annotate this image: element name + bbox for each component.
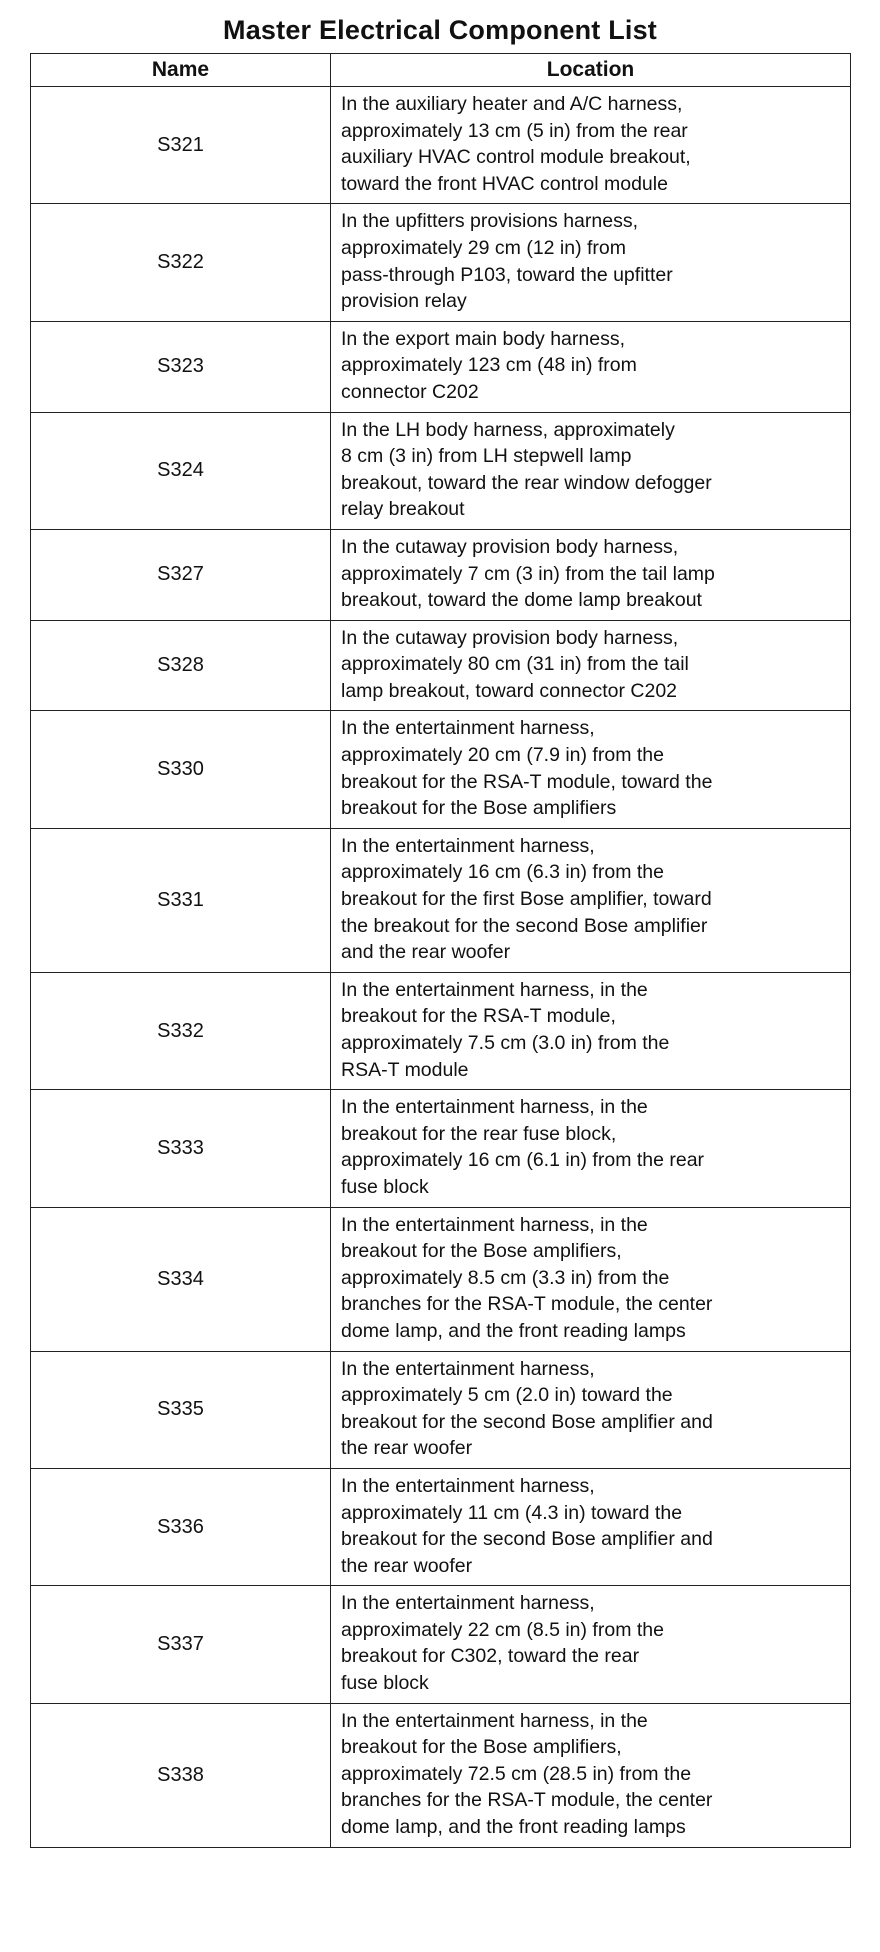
component-name-cell: S330 bbox=[31, 711, 331, 828]
component-location-cell: In the entertainment harness, in the breakout for the Bose amplifiers, approximately 8.5 cm (3.3 in) from the branches for the RSA-T module, the center dome lamp, and the front reading lamps bbox=[331, 1207, 851, 1351]
component-name-cell: S322 bbox=[31, 204, 331, 321]
component-name-cell: S324 bbox=[31, 412, 331, 529]
table-row bbox=[31, 87, 851, 204]
table-row bbox=[31, 828, 851, 972]
component-location-cell: In the export main body harness, approximately 123 cm (48 in) from connector C202 bbox=[331, 321, 851, 412]
component-name-cell: S323 bbox=[31, 321, 331, 412]
component-location-cell: In the upfitters provisions harness, approximately 29 cm (12 in) from pass-through P103, toward the upfitter provision relay bbox=[331, 204, 851, 321]
component-name-cell: S336 bbox=[31, 1468, 331, 1585]
table-header bbox=[31, 54, 851, 87]
component-name-cell: S332 bbox=[31, 972, 331, 1089]
component-name-cell: S337 bbox=[31, 1586, 331, 1703]
component-location-cell: In the entertainment harness, in the breakout for the Bose amplifiers, approximately 72.5 cm (28.5 in) from the branches for the RSA-T module, the center dome lamp, and the front reading lamps bbox=[331, 1703, 851, 1847]
table-row bbox=[31, 972, 851, 1089]
component-location-cell: In the entertainment harness, approximately 11 cm (4.3 in) toward the breakout for the second Bose amplifier and the rear woofer bbox=[331, 1468, 851, 1585]
table-row bbox=[31, 1090, 851, 1207]
table-row bbox=[31, 620, 851, 711]
table-row bbox=[31, 321, 851, 412]
table-row bbox=[31, 1207, 851, 1351]
component-location-cell: In the auxiliary heater and A/C harness, approximately 13 cm (5 in) from the rear auxiliary HVAC control module breakout, toward the front HVAC control module bbox=[331, 87, 851, 204]
table-row bbox=[31, 412, 851, 529]
table-row bbox=[31, 711, 851, 828]
table-body bbox=[31, 87, 851, 1848]
component-location-cell: In the entertainment harness, approximately 16 cm (6.3 in) from the breakout for the first Bose amplifier, toward the breakout for the second Bose amplifier and the rear woofer bbox=[331, 828, 851, 972]
table-row bbox=[31, 1703, 851, 1847]
table-row bbox=[31, 1468, 851, 1585]
component-location-cell: In the entertainment harness, approximately 20 cm (7.9 in) from the breakout for the RSA-T module, toward the breakout for the Bose amplifiers bbox=[331, 711, 851, 828]
component-name-cell: S328 bbox=[31, 620, 331, 711]
component-name-cell: S321 bbox=[31, 87, 331, 204]
component-location-cell: In the entertainment harness, in the breakout for the RSA-T module, approximately 7.5 cm (3.0 in) from the RSA-T module bbox=[331, 972, 851, 1089]
component-name-cell: S331 bbox=[31, 828, 331, 972]
column-header-name: Name bbox=[31, 54, 331, 87]
page-title: Master Electrical Component List bbox=[223, 15, 657, 45]
component-name-cell: S335 bbox=[31, 1351, 331, 1468]
table-row bbox=[31, 1586, 851, 1703]
header-row bbox=[31, 54, 851, 87]
component-location-cell: In the cutaway provision body harness, approximately 80 cm (31 in) from the tail lamp breakout, toward connector C202 bbox=[331, 620, 851, 711]
column-header-location: Location bbox=[331, 54, 851, 87]
component-name-cell: S334 bbox=[31, 1207, 331, 1351]
table-row bbox=[31, 1351, 851, 1468]
component-name-cell: S333 bbox=[31, 1090, 331, 1207]
component-location-cell: In the entertainment harness, approximately 5 cm (2.0 in) toward the breakout for the second Bose amplifier and the rear woofer bbox=[331, 1351, 851, 1468]
component-location-cell: In the entertainment harness, approximately 22 cm (8.5 in) from the breakout for C302, toward the rear fuse block bbox=[331, 1586, 851, 1703]
component-name-cell: S327 bbox=[31, 529, 331, 620]
component-table bbox=[30, 53, 851, 1848]
component-location-cell: In the LH body harness, approximately 8 cm (3 in) from LH stepwell lamp breakout, toward the rear window defogger relay breakout bbox=[331, 412, 851, 529]
component-name-cell: S338 bbox=[31, 1703, 331, 1847]
component-location-cell: In the entertainment harness, in the breakout for the rear fuse block, approximately 16 cm (6.1 in) from the rear fuse block bbox=[331, 1090, 851, 1207]
component-location-cell: In the cutaway provision body harness, approximately 7 cm (3 in) from the tail lamp breakout, toward the dome lamp breakout bbox=[331, 529, 851, 620]
table-row bbox=[31, 529, 851, 620]
table-row bbox=[31, 204, 851, 321]
